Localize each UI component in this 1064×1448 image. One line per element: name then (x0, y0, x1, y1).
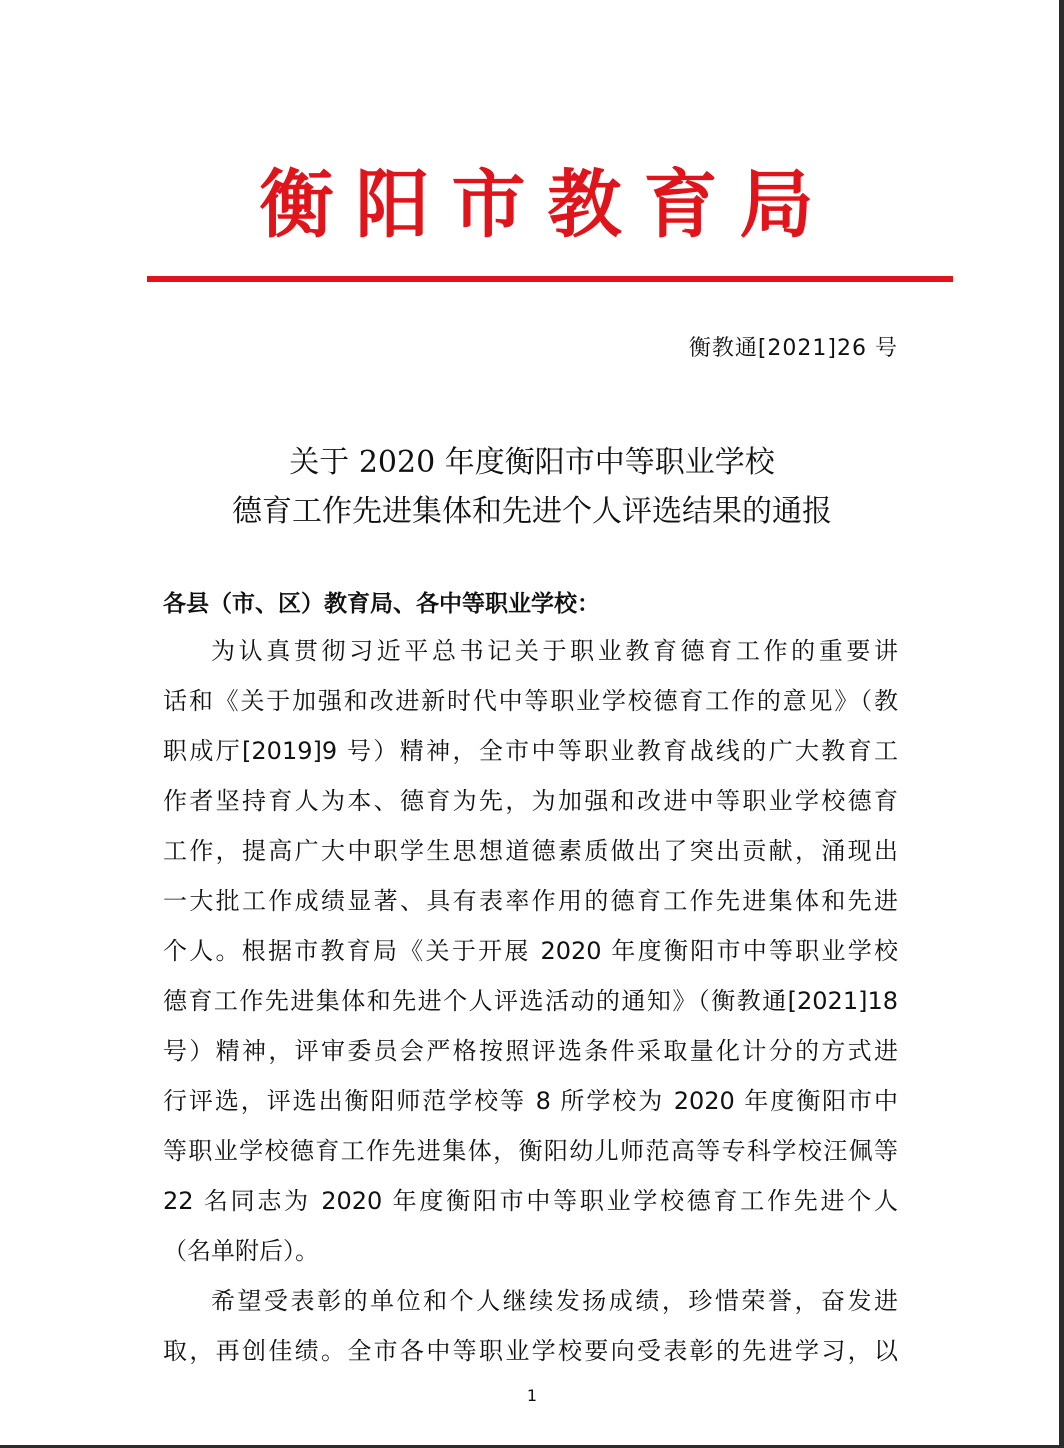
notice-title-line-1: 关于 2020 年度衡阳市中等职业学校 (289, 445, 775, 480)
body-line: 取，再创佳绩。全市各中等职业学校要向受表彰的先进学习，以 (163, 1337, 898, 1365)
red-divider-line (147, 276, 953, 282)
body-line: 德育工作先进集体和先进个人评选活动的通知》（衡教通[2021]18 (163, 987, 898, 1015)
page-number: 1 (526, 1386, 538, 1405)
body-line: 22 名同志为 2020 年度衡阳市中等职业学校德育工作先进个人 (163, 1187, 898, 1215)
body-line: 职成厅[2019]9 号）精神，全市中等职业教育战线的广大教育工 (163, 737, 898, 765)
body-line: 等职业学校德育工作先进集体，衡阳幼儿师范高等专科学校汪佩等 (163, 1137, 898, 1165)
body-line: 为认真贯彻习近平总书记关于职业教育德育工作的重要讲 (211, 637, 898, 665)
page-edge-right (1059, 0, 1064, 1448)
notice-title-line-2: 德育工作先进集体和先进个人评选结果的通报 (232, 494, 832, 529)
salutation: 各县（市、区）教育局、各中等职业学校： (163, 591, 600, 617)
body-line: 希望受表彰的单位和个人继续发扬成绩，珍惜荣誉，奋发进 (211, 1287, 898, 1315)
masthead-title: 衡阳市教育局 (259, 162, 836, 248)
body-line: 号）精神，评审委员会严格按照评选条件采取量化计分的方式进 (163, 1037, 898, 1065)
body-line: 工作，提高广大中职学生思想道德素质做出了突出贡献，涌现出 (163, 837, 898, 865)
body-line: 话和《关于加强和改进新时代中等职业学校德育工作的意见》（教 (163, 687, 898, 715)
document-number: 衡教通[2021]26 号 (688, 336, 898, 361)
body-line: 行评选，评选出衡阳师范学校等 8 所学校为 2020 年度衡阳市中 (163, 1087, 898, 1115)
body-line: 个人。根据市教育局《关于开展 2020 年度衡阳市中等职业学校 (163, 937, 898, 965)
body-line: （名单附后）。 (163, 1237, 319, 1265)
body-line: 作者坚持育人为本、德育为先，为加强和改进中等职业学校德育 (163, 787, 898, 815)
body-line: 一大批工作成绩显著、具有表率作用的德育工作先进集体和先进 (163, 887, 898, 915)
